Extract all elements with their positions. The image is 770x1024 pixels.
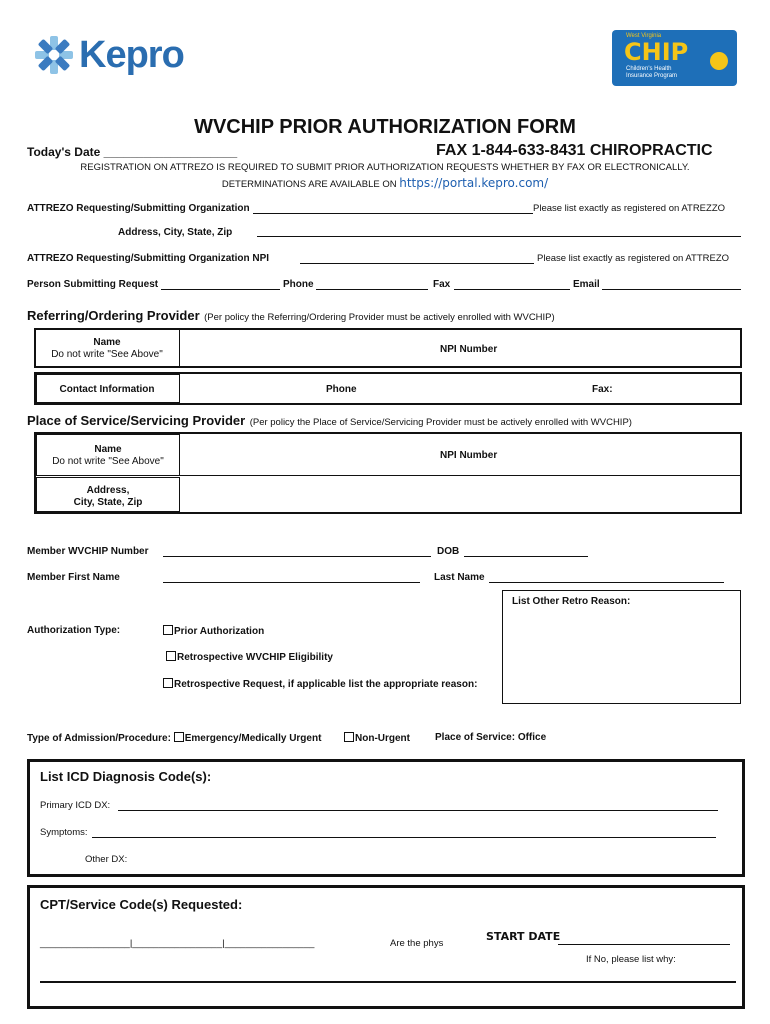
kepro-logo	[33, 34, 193, 78]
other-dx-label: Other DX:	[85, 854, 128, 865]
start-date-label: START DATE	[486, 930, 561, 943]
kepro-star-icon	[33, 34, 75, 76]
org-label: ATTREZO Requesting/Submitting Organization	[27, 203, 250, 214]
servicing-table	[34, 432, 742, 514]
page-title: WVCHIP PRIOR AUTHORIZATION FORM	[194, 116, 576, 138]
chip-logo	[612, 30, 737, 86]
smile-icon	[710, 52, 728, 70]
fax-field[interactable]	[454, 279, 570, 290]
servicing-name-label: Name	[94, 444, 122, 455]
checkbox-icon[interactable]	[163, 678, 173, 688]
first-name-field[interactable]	[163, 572, 420, 583]
last-name-field[interactable]	[489, 572, 724, 583]
auth-option-retro-request[interactable]: Retrospective Request, if applicable list the appropriate reason:	[163, 678, 477, 690]
fax-number: FAX 1-844-633-8431 CHIROPRACTIC	[436, 142, 713, 159]
primary-icd-label: Primary ICD DX:	[40, 800, 111, 811]
dob-field[interactable]	[464, 546, 588, 557]
admission-line	[27, 732, 321, 744]
dob-label: DOB	[437, 546, 460, 557]
referring-fax-label: Fax:	[592, 384, 613, 395]
cpt-heading: CPT/Service Code(s) Requested:	[40, 897, 243, 912]
checkbox-icon[interactable]	[163, 625, 173, 635]
person-label: Person Submitting Request	[27, 279, 159, 290]
last-name-label: Last Name	[434, 572, 485, 583]
phone-label: Phone	[283, 279, 314, 290]
symptoms-label: Symptoms:	[40, 827, 88, 838]
referring-table	[34, 328, 742, 405]
chip-logo-main: CHIP	[624, 38, 689, 66]
primary-icd-field[interactable]	[118, 800, 718, 811]
auth-option-retro-eligibility[interactable]: Retrospective WVCHIP Eligibility	[166, 651, 333, 663]
retro-reason-label: List Other Retro Reason:	[512, 596, 631, 607]
checkbox-icon[interactable]	[174, 732, 184, 742]
org-field[interactable]	[253, 203, 533, 214]
registration-notice: REGISTRATION ON ATTREZO IS REQUIRED TO SUBMIT PRIOR AUTHORIZATION REQUESTS WHETHER BY FAX OR ELECTRONICALLY.	[80, 162, 690, 173]
checkbox-icon[interactable]	[166, 651, 176, 661]
auth-type-label: Authorization Type:	[27, 625, 121, 636]
determinations-line	[0, 176, 770, 190]
first-name-label: Member First Name	[27, 572, 120, 583]
referring-heading-line	[27, 307, 555, 325]
cpt-box	[27, 885, 745, 1009]
chip-logo-top: West Virginia	[626, 33, 662, 39]
chip-logo-sub2: Insurance Program	[626, 73, 678, 79]
servicing-heading: Place of Service/Servicing Provider	[27, 413, 246, 428]
referring-name-label: Name	[93, 337, 121, 348]
cpt-bottom-line[interactable]	[40, 972, 736, 983]
referring-name-note: Do not write "See Above"	[51, 349, 163, 360]
npi-field[interactable]	[300, 253, 534, 264]
servicing-name-note: Do not write "See Above"	[52, 456, 164, 467]
servicing-address-label2: City, State, Zip	[73, 497, 143, 508]
portal-link[interactable]: https://portal.kepro.com/	[399, 176, 549, 190]
if-no-label: If No, please list why:	[586, 954, 676, 965]
emergency-option[interactable]: Emergency/Medically Urgent	[184, 733, 322, 744]
icd-heading: List ICD Diagnosis Code(s):	[40, 769, 212, 784]
cpt-codes-line[interactable]: _________________|_________________|_________________	[40, 938, 315, 949]
referring-heading: Referring/Ordering Provider	[27, 308, 200, 323]
servicing-heading-line	[27, 412, 632, 430]
referring-contact-label: Contact Information	[59, 384, 155, 395]
servicing-note: (Per policy the Place of Service/Servicing Provider must be actively enrolled with WVCHIP)	[249, 417, 632, 428]
checkbox-icon[interactable]	[344, 732, 354, 742]
npi-label: ATTREZO Requesting/Submitting Organization NPI	[27, 253, 270, 264]
place-of-service: Place of Service: Office	[435, 732, 547, 743]
servicing-address-label1: Address,	[86, 485, 130, 496]
referring-phone-label: Phone	[326, 384, 357, 395]
icd-box	[27, 759, 745, 877]
email-label: Email	[573, 279, 600, 290]
start-date-field[interactable]	[558, 932, 730, 945]
servicing-npi-label: NPI Number	[440, 450, 498, 461]
member-number-field[interactable]	[163, 546, 431, 557]
referring-npi-label: NPI Number	[440, 344, 498, 355]
referring-note: (Per policy the Referring/Ordering Provider must be actively enrolled with WVCHIP)	[204, 312, 555, 323]
todays-date-label: Today's Date ____________________	[27, 145, 238, 159]
admission-label: Type of Admission/Procedure:	[27, 733, 171, 744]
non-urgent-option[interactable]: Non-Urgent	[344, 732, 410, 744]
symptoms-field[interactable]	[92, 827, 716, 838]
phone-field[interactable]	[316, 279, 428, 290]
chip-logo-sub1: Children's Health	[626, 66, 672, 72]
kepro-wordmark: Kepro	[79, 34, 184, 76]
fax-label: Fax	[433, 279, 451, 290]
retro-reason-box[interactable]	[502, 590, 741, 704]
address-field[interactable]	[257, 226, 741, 237]
member-number-label: Member WVCHIP Number	[27, 546, 149, 557]
npi-note: Please list exactly as registered on ATTREZO	[537, 253, 730, 264]
email-field[interactable]	[602, 279, 741, 290]
person-field[interactable]	[161, 279, 280, 290]
determinations-text: DETERMINATIONS ARE AVAILABLE ON	[221, 179, 397, 190]
auth-option-prior[interactable]: Prior Authorization	[163, 625, 264, 637]
org-note: Please list exactly as registered on ATREZZO	[533, 203, 726, 214]
address-label: Address, City, State, Zip	[118, 227, 233, 238]
phys-text: Are the phys	[390, 938, 444, 949]
